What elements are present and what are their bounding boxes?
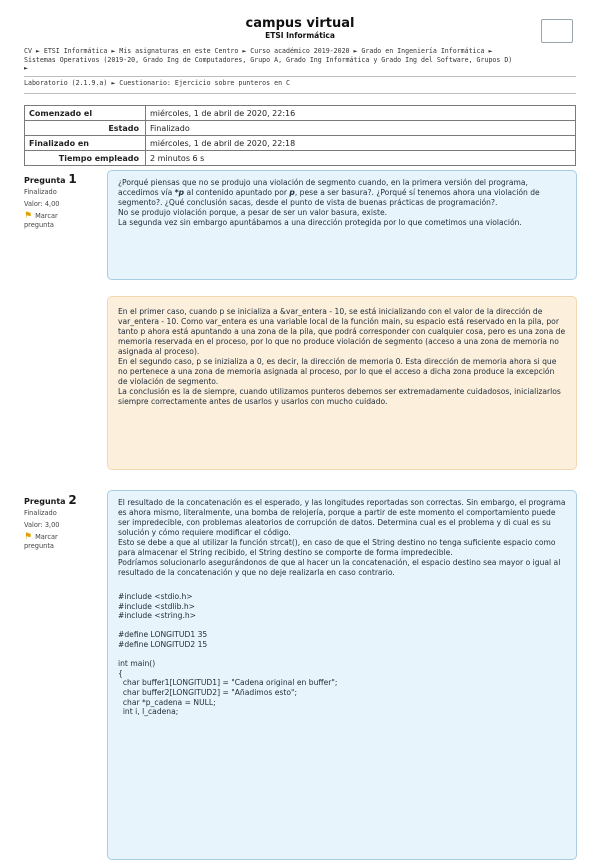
- finished-value: miércoles, 1 de abril de 2020, 22:18: [146, 136, 576, 151]
- question-1-answer-line-1: No se produjo violación porque, a pesar de ser un valor basura, existe.: [118, 208, 388, 217]
- started-label: Comenzado el: [25, 106, 146, 121]
- question-1-status: Finalizado: [24, 188, 57, 196]
- question-2-value: Valor: 3,00: [24, 521, 60, 529]
- state-label: Estado: [25, 121, 146, 136]
- question-2-answer-line-1: Esto se debe a que al utilizar la función strcat(), en caso de que el String destino no tenga suficiente espacio como para almacenar el String recibido, el String destino se comporte de forma impredecible.: [118, 538, 556, 557]
- question-2-status: Finalizado: [24, 509, 57, 517]
- question-2-info: [24, 493, 100, 551]
- breadcrumb-line-1[interactable]: CV ► ETSI Informática ► Mis asignaturas en este Centro ► Curso académico 2019-2020 ► Grado en Ingeniería Informática ►: [24, 47, 493, 55]
- question-1-feedback: [107, 296, 577, 470]
- user-menu-box[interactable]: [541, 19, 573, 43]
- feedback-paragraph-2: En el segundo caso, p se inizializa a 0, es decir, la dirección de memoria 0. Esta dirección de memoria ahora si que no pertenece a una zona de memoria asignada al proceso, por lo que el acceso a dicha zona produce la excepción de violación de segmento.: [118, 357, 557, 386]
- question-1-answer-line-2: La segunda vez sin embargo apuntábamos a una dirección protegida por lo que cometimos una violación.: [118, 218, 522, 227]
- question-2-content: [107, 490, 577, 860]
- divider: [24, 93, 576, 94]
- attempt-summary: [24, 105, 576, 166]
- question-1-content: [107, 170, 577, 280]
- site-subtitle: ETSI Informática: [265, 31, 335, 40]
- breadcrumb: [24, 47, 576, 73]
- question-2-answer-line-2: Podríamos solucionarlo asegurándonos de que al hacer un la concatenación, el espacio destino sea mayor o igual al resultado de la concatenación y que no deje realizarla en caso contrario.: [118, 558, 561, 577]
- flag-question-2[interactable]: ⚑ Marcar pregunta: [24, 532, 58, 550]
- flag-icon: ⚑: [24, 532, 33, 542]
- breadcrumb-line-4[interactable]: Laboratorio (2.1.9.a) ► Cuestionario: Ejercicio sobre punteros en C: [24, 79, 290, 87]
- feedback-paragraph-1: En el primer caso, cuando p se inicializa a &var_entera - 10, se está inicializando con el valor de la dirección de var_entera - 10. Como var_entera es una variable local de la función main, su espacio está reservado en la pila, por tanto p ahora está apuntando a una zona de la pila, que podrá corresponder con cualquier cosa, pero es una zona de memoria reservada en el proceso, por lo que no produce violación de segmento (acceso a una zona de memoria no asignada al proceso).: [118, 307, 566, 356]
- feedback-paragraph-3: La conclusión es la de siempre, cuando utilizamos punteros debemos ser extremadamente cuidadosos, inicializarlos siempre correctamente antes de usarlos y usarlos con mucho cuidado.: [118, 387, 561, 406]
- state-value: Finalizado: [146, 121, 576, 136]
- breadcrumb-line-3: ►: [24, 64, 28, 73]
- site-title[interactable]: campus virtual: [245, 16, 355, 31]
- started-value: miércoles, 1 de abril de 2020, 22:16: [146, 106, 576, 121]
- site-header: [0, 16, 600, 41]
- finished-label: Finalizado en: [25, 136, 146, 151]
- question-1-value: Valor: 4,00: [24, 200, 60, 208]
- flag-icon: ⚑: [24, 211, 33, 221]
- question-2-text: El resultado de la concatenación es el esperado, y las longitudes reportadas son correctas. Sin embargo, el programa es ahora mismo, literalmente, una bomba de relojería, porque a partir de este momento el comportamiento puede ser impredecible, con problemas aleatorios de corrupción de datos. Determina cual es el problema y di cual es su solución y cómo requiere modificar el código.: [118, 498, 566, 537]
- breadcrumb-line-2[interactable]: Sistemas Operativos (2019-20, Grado Ing de Computadores, Grupo A, Grado Ing Informática y Grado Ing del Software, Grupos D): [24, 55, 513, 64]
- question-2-code: #include <stdio.h> #include <stdlib.h> #include <string.h> #define LONGITUD1 35 #define LONGITUD2 15 int main() { char buffer1[LONGITUD1] = "Cadena original en buffer"; char buffer2[LONGITUD2] = "Añadimos esto"; char *p_cadena = NULL; int i, l_cadena;: [118, 592, 338, 717]
- question-1-text: ¿Porqué piensas que no se produjo una violación de segmento cuando, en la primera versión del programa, accedimos vía *p al contenido apuntado por p, pese a ser basura?. ¿Porqué sí tenemos ahora una violación de segmento?. ¿Qué conclusión sacas, desde el punto de vista de buenas prácticas de programación?.: [118, 178, 540, 207]
- question-1-info: [24, 172, 100, 230]
- time-label: Tiempo empleado: [25, 151, 146, 166]
- question-1-number: Pregunta 1: [24, 172, 77, 186]
- flag-question-1[interactable]: ⚑ Marcar pregunta: [24, 211, 58, 229]
- time-value: 2 minutos 6 s: [146, 151, 576, 166]
- question-2-number: Pregunta 2: [24, 493, 77, 507]
- divider: [24, 76, 576, 77]
